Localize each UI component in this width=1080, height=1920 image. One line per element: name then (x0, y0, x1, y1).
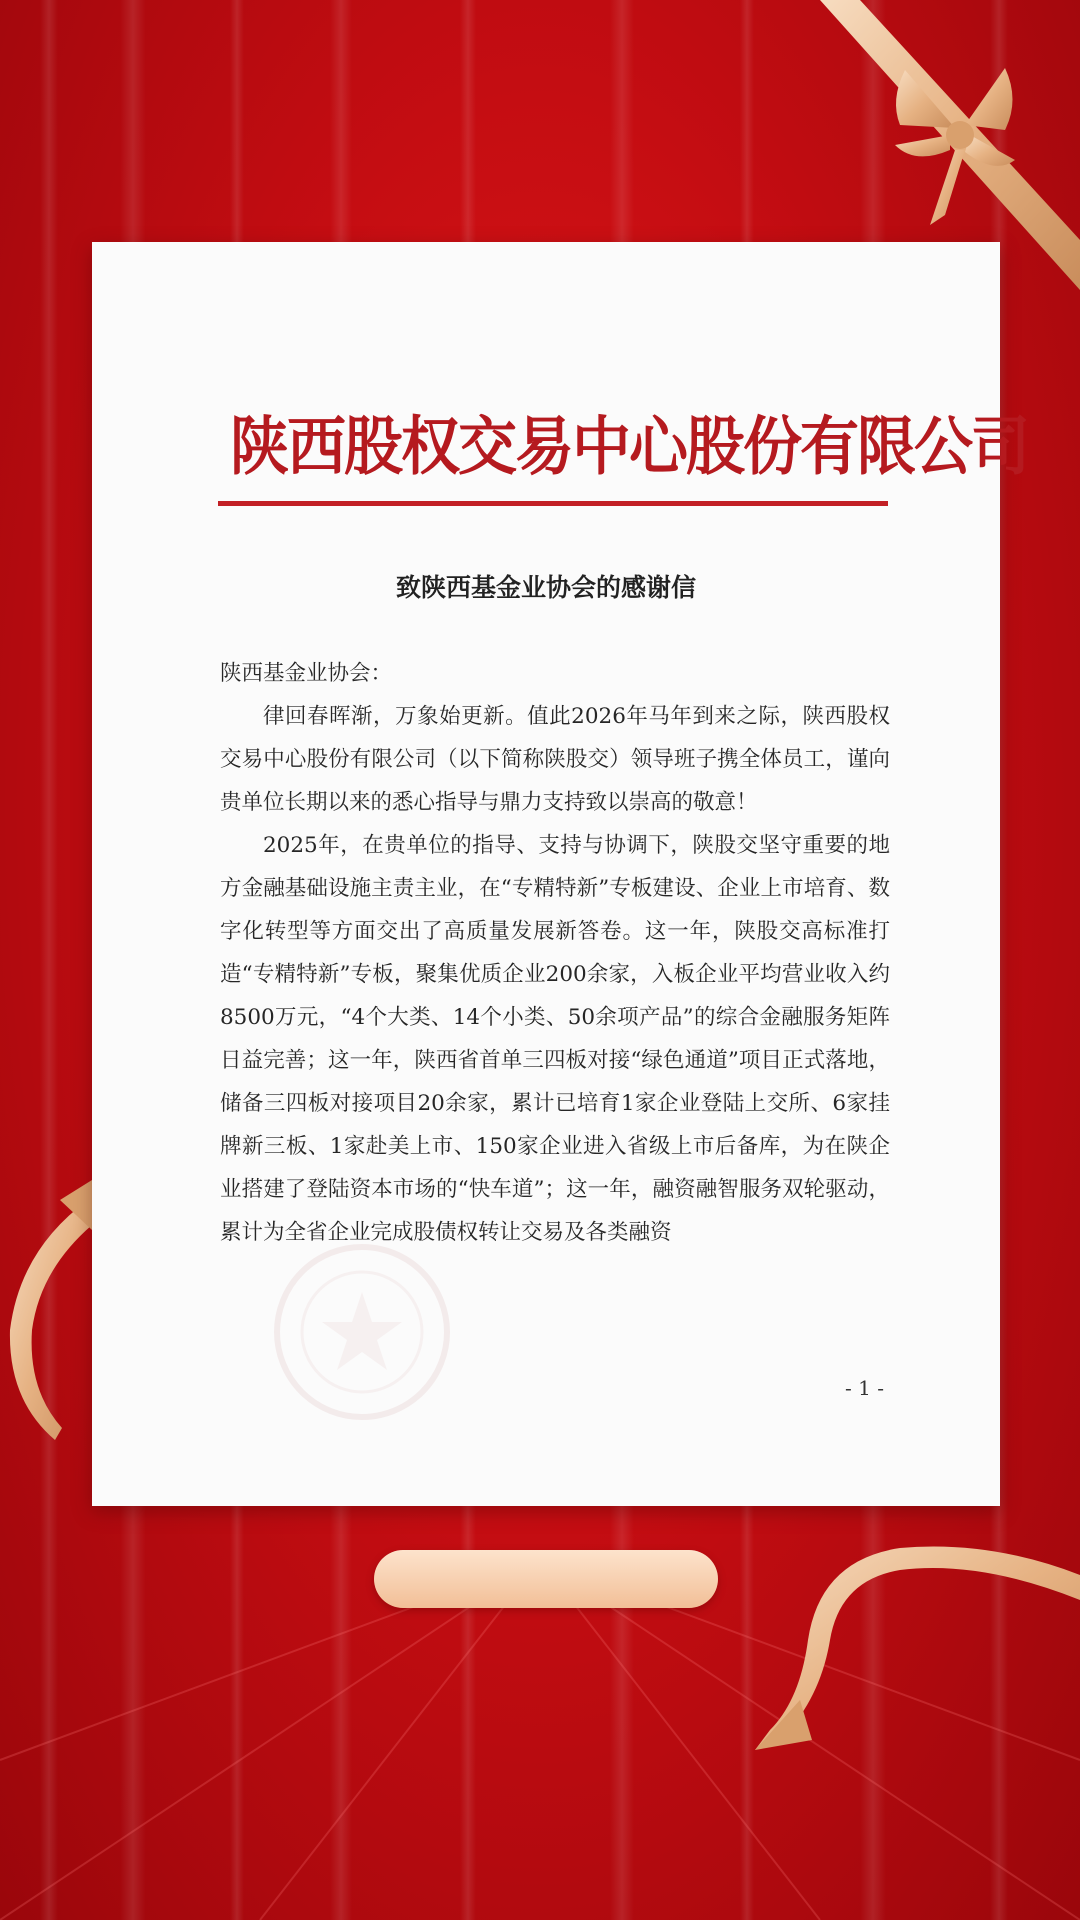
letterhead-divider (218, 501, 888, 506)
letter-title: 致陕西基金业协会的感谢信 (395, 573, 696, 602)
page-number: - 1 - (845, 1376, 884, 1400)
ribbon-curl-icon (755, 1547, 1080, 1750)
letter-body (220, 652, 890, 1254)
letterhead: 陕西股权交易中心股份有限公司 (230, 409, 1029, 484)
floor-lines (0, 1560, 1080, 1920)
paragraph: 2025年，在贵单位的指导、支持与协调下，陕股交坚守重要的地方金融基础设施主责主业，在“专精特新”专板建设、企业上市培育、数字化转型等方面交出了高质量发展新答卷。这一年，陕股交高标准打造“专精特新”专板，聚集优质企业200余家，入板企业平均营业收入约8500万元，“4个大类、14个小类、50余项产品”的综合金融服务矩阵日益完善；这一年，陕西省首单三四板对接“绿色通道”项目正式落地，储备三四板对接项目20余家，累计已培育1家企业登陆上交所、6家挂牌新三板、1家赴美上市、150家企业进入省级上市后备库，为在陕企业搭建了登陆资本市场的“快车道”；这一年，融资融智服务双轮驱动，累计为全省企业完成股债权转让交易及各类融资 (220, 833, 890, 1245)
action-pill-button[interactable] (374, 1550, 718, 1608)
paragraph: 律回春晖渐，万象始更新。值此2026年马年到来之际，陕西股权交易中心股份有限公司（以下简称陕股交）领导班子携全体员工，谨向贵单位长期以来的悉心指导与鼎力支持致以崇高的敬意！ (220, 704, 890, 815)
letter-paper (92, 242, 1029, 1506)
seal-stamp-icon (262, 1232, 462, 1432)
salutation: 陕西基金业协会： (220, 661, 393, 686)
